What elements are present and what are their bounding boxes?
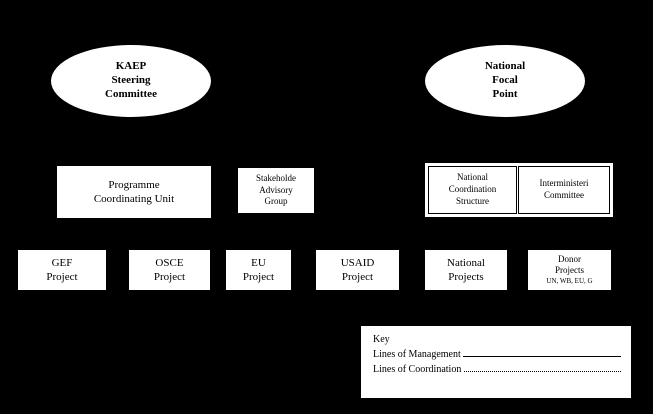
node-national-coordination-structure bbox=[428, 166, 517, 214]
node-label-line: OSCE bbox=[155, 256, 184, 269]
node-label-line: Project bbox=[242, 271, 275, 283]
node-label-line: Projects bbox=[555, 265, 584, 276]
legend-row-coordination bbox=[373, 362, 621, 377]
node-label-line: Point bbox=[492, 87, 518, 100]
node-programme-coordinating-unit bbox=[56, 165, 212, 219]
node-label-line: Project bbox=[341, 271, 374, 283]
node-label-line: National bbox=[484, 60, 526, 73]
node-label-line: National bbox=[457, 172, 488, 183]
node-label-line: Project bbox=[46, 271, 78, 283]
node-stakeholder-advisory-group bbox=[237, 167, 315, 214]
node-label-line: Structure bbox=[456, 195, 489, 206]
node-national-projects bbox=[424, 249, 508, 291]
node-label-line: Coordinating Unit bbox=[93, 193, 175, 205]
node-label-line: USAID bbox=[340, 256, 375, 269]
legend-title bbox=[373, 332, 621, 347]
node-label-line: Programme bbox=[108, 178, 160, 191]
legend-row-management bbox=[373, 347, 621, 362]
legend-title-label: Key bbox=[373, 334, 390, 345]
legend-label-coordination: Lines of Coordination bbox=[373, 364, 462, 375]
node-osce-project bbox=[128, 249, 211, 291]
node-label-line: Committee bbox=[544, 190, 584, 200]
legend-key bbox=[360, 325, 632, 399]
node-label-line: Interministeri bbox=[539, 178, 589, 189]
node-label-line: Focal bbox=[492, 74, 518, 87]
node-label-line: Project bbox=[153, 271, 186, 283]
node-label-line: GEF bbox=[51, 256, 73, 269]
node-usaid-project bbox=[315, 249, 400, 291]
node-interministerial-committee bbox=[518, 166, 610, 214]
node-label-line: KAEP bbox=[115, 60, 147, 73]
legend-label-management: Lines of Management bbox=[373, 349, 461, 360]
node-label-line: Projects bbox=[448, 271, 484, 283]
node-label-line: Steering bbox=[111, 74, 151, 87]
node-kaep-steering-committee bbox=[50, 44, 212, 118]
node-label-line: Committee bbox=[105, 87, 157, 100]
node-national-focal-point bbox=[424, 44, 586, 118]
node-label-line: EU bbox=[251, 256, 266, 269]
node-donor-projects bbox=[527, 249, 612, 291]
node-gef-project bbox=[17, 249, 107, 291]
node-label-sub: UN, WB, EU, G bbox=[546, 277, 593, 286]
node-label-line: Group bbox=[264, 196, 288, 207]
node-label-line: Coordination bbox=[448, 184, 497, 195]
node-label-line: Advisory bbox=[259, 184, 293, 195]
node-label-line: Donor bbox=[558, 253, 581, 264]
node-eu-project bbox=[225, 249, 292, 291]
node-label-line: National bbox=[447, 256, 485, 269]
node-label-line: Stakeholde bbox=[256, 172, 296, 183]
